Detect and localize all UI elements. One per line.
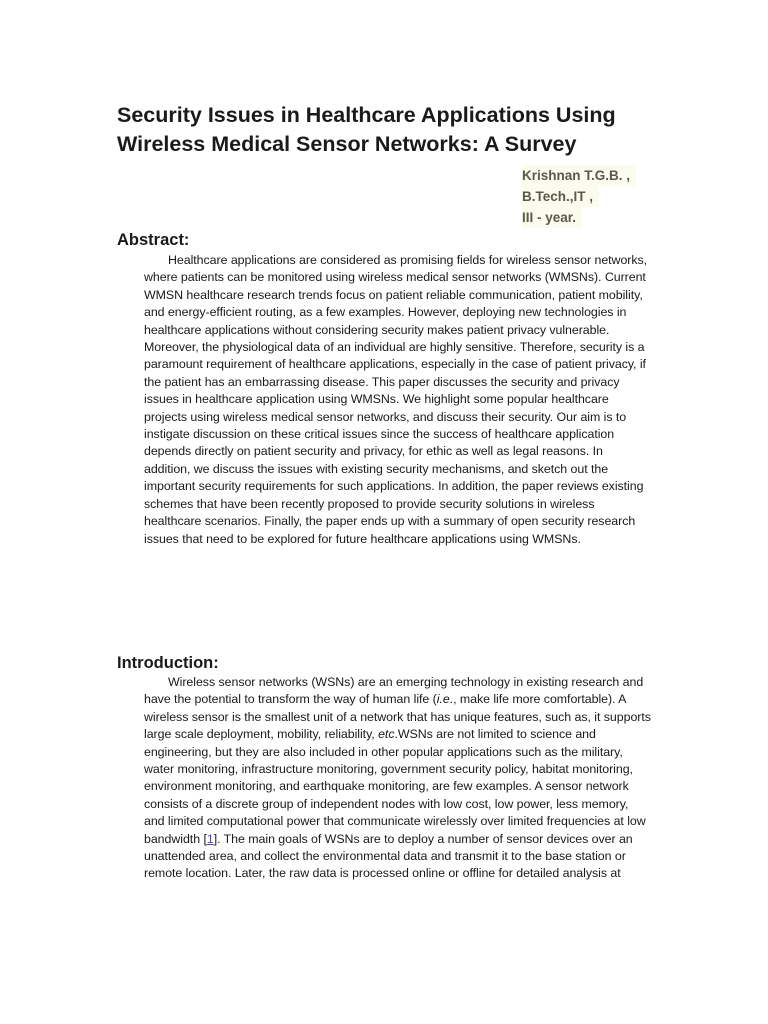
introduction-heading: Introduction: xyxy=(117,654,219,672)
paper-title: Security Issues in Healthcare Applications Using Wireless Medical Sensor Networks: A Survey xyxy=(117,103,616,156)
intro-etc-italic: etc xyxy=(378,727,395,742)
author-degree: B.Tech.,IT , xyxy=(522,186,599,207)
author-year: III - year. xyxy=(522,207,582,228)
intro-text-part-2: ., make life more comfortable). A wireless sensor is the smallest unit of a network that has unique features, such as, it supports large scale deployment, mobility, reliability, xyxy=(144,692,651,742)
reference-link-1[interactable]: 1 xyxy=(206,831,214,846)
intro-text-part-4: . The main goals of WSNs are to deploy a number of sensor devices over an unattended area, and collect the environmental data and transmit it to the base station or remote location. Later, the raw data is processed online or offline for detailed analysis at xyxy=(144,831,633,881)
author-name: Krishnan T.G.B. , xyxy=(522,165,636,186)
abstract-heading: Abstract: xyxy=(117,231,190,249)
intro-ie-italic: i.e xyxy=(436,692,450,707)
reference-close-bracket: ] xyxy=(213,831,218,846)
author-block xyxy=(522,165,636,228)
intro-text-part-3: .WSNs are not limited to science and engineering, but they are also included in other popular applications such as the military, water monitoring, infrastructure monitoring, government security policy, habitat monitoring, environment monitoring, and earthquake monitoring, are few examples. A sensor network consists of a discrete group of independent nodes with low cost, low power, less memory, and limited computational power that communicate wirelessly over limited frequencies at low bandwidth xyxy=(144,727,646,846)
intro-text-part-1: Wireless sensor networks (WSNs) are an emerging technology in existing research and have the potential to transform the way of human life ( xyxy=(144,675,644,707)
introduction-paragraph xyxy=(144,674,652,883)
abstract-paragraph: Healthcare applications are considered as promising fields for wireless sensor networks, where patients can be monitored using wireless medical sensor networks (WMSNs). Current WMSN healthcare research trends focus on patient reliable communication, patient mobility, and energy-efficient routing, as a few examples. However, deploying new technologies in healthcare applications without considering security makes patient privacy vulnerable. Moreover, the physiological data of an individual are highly sensitive. Therefore, security is a paramount requirement of healthcare applications, especially in the case of patient privacy, if the patient has an embarrassing disease. This paper discusses the security and privacy issues in healthcare application using WMSNs. We highlight some popular healthcare projects using wireless medical sensor networks, and discuss their security. Our aim is to instigate discussion on these critical issues since the success of healthcare application depends directly on patient security and privacy, for ethic as well as legal reasons. In addition, we discuss the issues with existing security mechanisms, and sketch out the important security requirements for such applications. In addition, the paper reviews existing schemes that have been recently proposed to provide security solutions in wireless healthcare scenarios. Finally, the paper ends up with a summary of open security research issues that need to be explored for future healthcare applications using WMSNs. xyxy=(144,253,648,546)
reference-open-bracket: [ xyxy=(203,831,207,846)
